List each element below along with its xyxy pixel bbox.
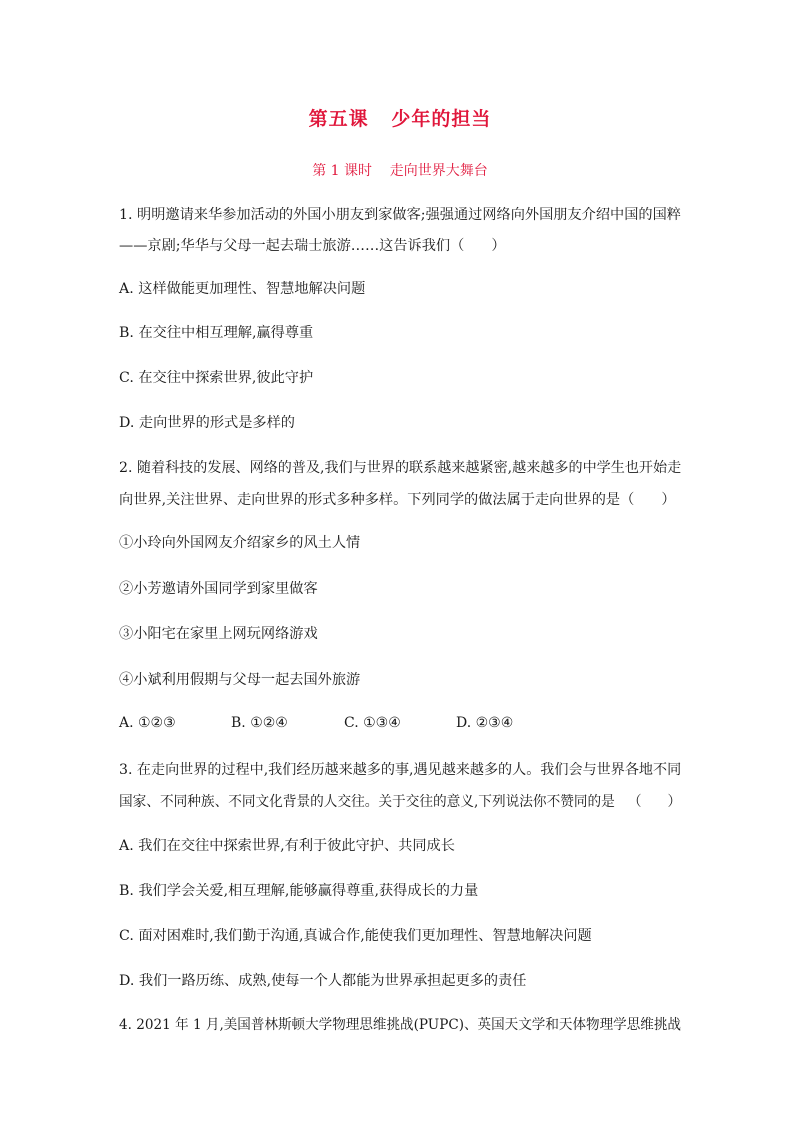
q3-option-c: C. 面对困难时,我们勤于沟通,真诚合作,能使我们更加理性、智慧地解决问题 bbox=[119, 928, 592, 944]
q1-stem-line2: ——京剧;华华与父母一起去瑞士旅游……这告诉我们（ ） bbox=[119, 238, 506, 254]
q2-stem-line1: 2. 随着科技的发展、网络的普及,我们与世界的联系越来越紧密,越来越多的中学生也开始走 bbox=[119, 460, 682, 476]
q2-item-2: ②小芳邀请外国同学到家里做客 bbox=[119, 581, 318, 597]
q1-option-d: D. 走向世界的形式是多样的 bbox=[119, 415, 295, 431]
q3-stem-line1: 3. 在走向世界的过程中,我们经历越来越多的事,遇见越来越多的人。我们会与世界各地不同 bbox=[119, 762, 682, 778]
q1-option-b: B. 在交往中相互理解,赢得尊重 bbox=[119, 325, 314, 341]
q2-option-a: A. ①②③ bbox=[119, 715, 176, 731]
q4-stem-line1: 4. 2021 年 1 月,美国普林斯顿大学物理思维挑战(PUPC)、英国天文学和天体物理学思维挑战 bbox=[119, 1017, 681, 1033]
q3-option-b: B. 我们学会关爱,相互理解,能够赢得尊重,获得成长的力量 bbox=[119, 883, 479, 899]
q2-options-row bbox=[119, 715, 679, 737]
q2-item-4: ④小斌利用假期与父母一起去国外旅游 bbox=[119, 672, 361, 688]
q1-stem-line1: 1. 明明邀请来华参加活动的外国小朋友到家做客;强强通过网络向外国朋友介绍中国的国粹 bbox=[119, 207, 681, 223]
section-title: 第 1 课时 走向世界大舞台 bbox=[312, 163, 488, 179]
q1-option-c: C. 在交往中探索世界,彼此守护 bbox=[119, 370, 314, 386]
q2-option-d: D. ②③④ bbox=[456, 715, 514, 731]
q2-option-c: C. ①③④ bbox=[344, 715, 401, 731]
q2-item-1: ①小玲向外国网友介绍家乡的风土人情 bbox=[119, 535, 361, 551]
q3-option-d: D. 我们一路历练、成熟,使每一个人都能为世界承担起更多的责任 bbox=[119, 973, 527, 989]
q2-item-3: ③小阳宅在家里上网玩网络游戏 bbox=[119, 626, 318, 642]
lesson-title: 第五课 少年的担当 bbox=[308, 108, 492, 130]
q3-option-a: A. 我们在交往中探索世界,有利于彼此守护、共同成长 bbox=[119, 838, 455, 854]
q2-option-b: B. ①②④ bbox=[231, 715, 288, 731]
q3-stem-line2: 国家、不同种族、不同文化背景的人交往。关于交往的意义,下列说法你不赞同的是 （ ） bbox=[119, 794, 682, 810]
q1-option-a: A. 这样做能更加理性、智慧地解决问题 bbox=[119, 281, 366, 297]
q2-stem-line2: 向世界,关注世界、走向世界的形式多种多样。下列同学的做法属于走向世界的是（ ） bbox=[119, 492, 676, 508]
